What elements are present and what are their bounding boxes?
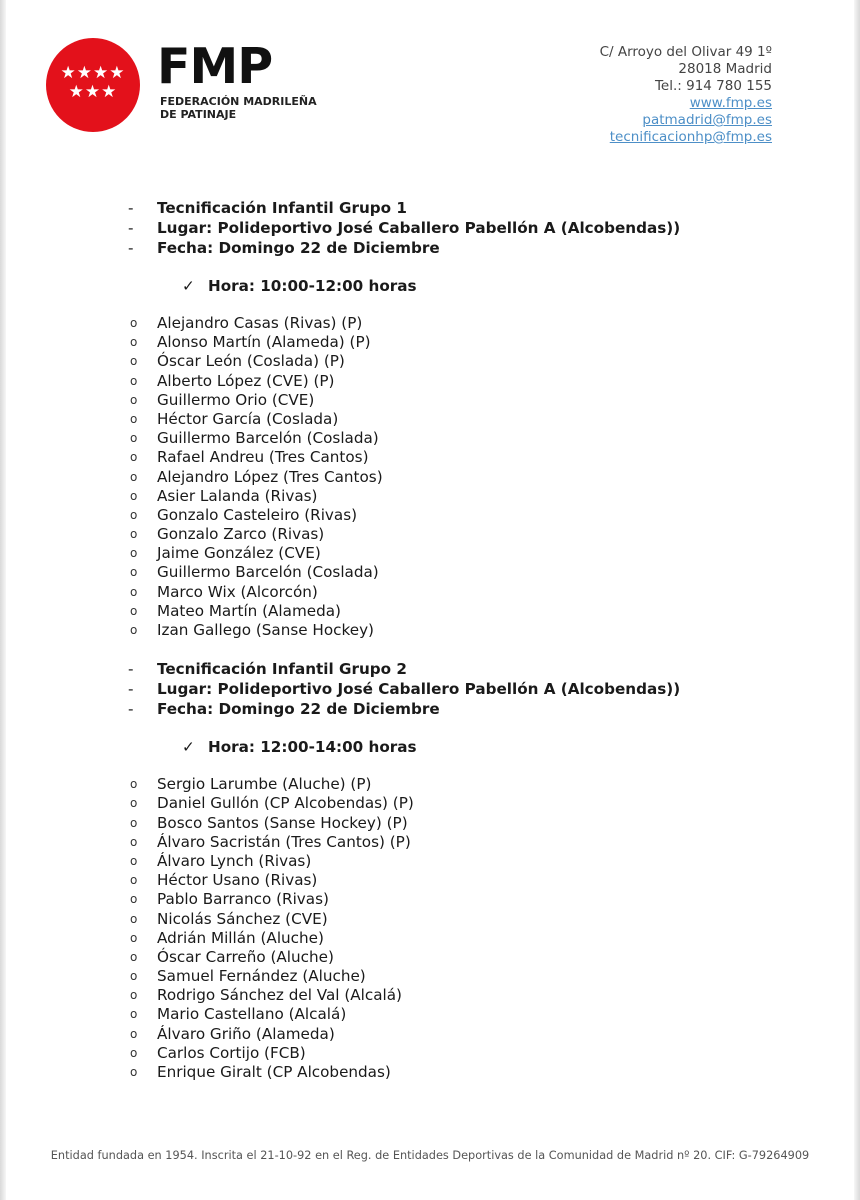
list-item [128,372,808,391]
group-header-text: Tecnificación Infantil Grupo 1 [157,199,407,217]
list-item [128,967,808,986]
circle-bullet-icon: o [130,603,138,618]
group-header-text: Lugar: Polideportivo José Caballero Pabellón A (Alcobendas)) [157,680,681,699]
player-name: Mario Castellano (Alcalá) [157,1005,347,1024]
circle-bullet-icon: o [130,488,138,503]
circle-bullet-icon: o [130,1007,138,1022]
circle-bullet-icon: o [130,431,138,446]
group-header-line [128,679,808,699]
circle-bullet-icon: o [130,777,138,792]
player-name: Álvaro Griño (Alameda) [157,1024,335,1043]
list-item [128,429,808,448]
circle-bullet-icon: o [130,335,138,350]
schedule-time-text: Hora: 12:00-14:00 horas [208,738,417,757]
circle-bullet-icon: o [130,1065,138,1079]
player-name: Rafael Andreu (Tres Cantos) [157,448,369,467]
player-name: Jaime González (CVE) [157,544,321,563]
group-header-text: Lugar: Polideportivo José Caballero Pabellón A (Alcobendas)) [157,219,681,237]
circle-bullet-icon: o [130,834,138,849]
circle-bullet-icon: o [130,815,138,830]
list-item [128,986,808,1005]
group-header-text: Fecha: Domingo 22 de Diciembre [157,700,440,719]
list-item [128,314,808,333]
website-link[interactable]: www.fmp.es [689,95,772,111]
circle-bullet-icon: o [130,565,138,580]
list-item [128,775,808,794]
list-item [128,583,808,602]
player-name: Mateo Martín (Alameda) [157,601,341,620]
list-item [128,1063,808,1082]
document-body [128,198,808,1082]
player-name: Alejandro Casas (Rivas) (P) [157,314,363,332]
player-name: Álvaro Sacristán (Tres Cantos) (P) [157,832,411,851]
dash-bullet: - [128,199,134,217]
circle-bullet-icon: o [130,373,138,388]
circle-bullet-icon: o [130,873,138,888]
list-item [128,544,808,563]
circle-bullet-icon: o [130,450,138,465]
footer-text: Entidad fundada en 1954. Inscrita el 21-10-92 en el Reg. de Entidades Deportivas de la Comunidad de Madrid nº 20. CIF: G-79264909 [50,1149,810,1162]
list-item [128,833,808,852]
list-item [128,890,808,909]
list-item [128,602,808,621]
circle-bullet-icon: o [130,507,138,522]
page-edge-left [0,0,6,1200]
player-name: Samuel Fernández (Aluche) [157,967,366,986]
circle-bullet-icon: o [130,988,138,1003]
list-item [128,391,808,410]
list-item [128,814,808,833]
player-name: Alejandro López (Tres Cantos) [157,467,383,486]
madrid-logo-icon [46,38,140,132]
group-spacer [128,640,808,659]
list-item [128,1005,808,1024]
list-item [128,948,808,967]
group-section-1 [128,198,808,640]
list-item [128,794,808,813]
address-street: C/ Arroyo del Olivar 49 1º [599,44,772,60]
circle-bullet-icon: o [130,796,138,811]
logo-title: FMP [157,38,273,95]
player-name: Marco Wix (Alcorcón) [157,582,318,601]
group-header-line [128,198,808,218]
circle-bullet-icon: o [130,969,138,984]
player-name: Óscar León (Coslada) (P) [157,352,345,371]
schedule-time [128,737,808,757]
list-item [128,525,808,544]
list-item [128,621,808,640]
list-item [128,910,808,929]
circle-bullet-icon: o [130,1026,138,1041]
circle-bullet-icon: o [130,527,138,542]
circle-bullet-icon: o [130,469,138,484]
player-name: Alonso Martín (Alameda) (P) [157,333,371,352]
address-phone: Tel.: 914 780 155 [654,78,772,94]
dash-bullet: - [128,219,134,237]
circle-bullet-icon: o [130,911,138,926]
list-item [128,1025,808,1044]
checkmark-icon: ✓ [182,738,195,757]
address-city: 28018 Madrid [678,61,772,77]
circle-bullet-icon: o [130,853,138,868]
email-link-patmadrid[interactable]: patmadrid@fmp.es [642,112,772,128]
list-item [128,852,808,871]
list-item [128,929,808,948]
player-name: Carlos Cortijo (FCB) [157,1043,306,1062]
player-name: Enrique Giralt (CP Alcobendas) [157,1063,391,1081]
player-name: Gonzalo Zarco (Rivas) [157,525,325,544]
player-name: Óscar Carreño (Aluche) [157,947,334,966]
list-item [128,871,808,890]
player-name: Guillermo Barcelón (Coslada) [157,563,379,582]
page-edge-right [854,0,860,1200]
list-item [128,410,808,429]
player-name: Alberto López (CVE) (P) [157,371,335,390]
dash-bullet: - [128,680,134,699]
dash-bullet: - [128,700,134,719]
logo-subtitle: FEDERACIÓN MADRILEÑA DE PATINAJE [160,95,317,121]
circle-bullet-icon: o [130,584,138,599]
dash-bullet: - [128,239,134,257]
list-item [128,563,808,582]
player-name: Daniel Gullón (CP Alcobendas) (P) [157,794,414,813]
group-header-line [128,218,808,238]
circle-bullet-icon: o [130,546,138,561]
circle-bullet-icon: o [130,411,138,426]
list-item [128,506,808,525]
group-section-2 [128,659,808,1082]
player-name: Guillermo Orio (CVE) [157,390,315,409]
group-header-line [128,238,808,258]
player-name: Guillermo Barcelón (Coslada) [157,429,379,448]
schedule-time-text: Hora: 10:00-12:00 horas [208,277,417,295]
player-name: Bosco Santos (Sanse Hockey) (P) [157,813,408,832]
player-name: Héctor Usano (Rivas) [157,871,318,890]
player-name: Rodrigo Sánchez del Val (Alcalá) [157,986,402,1005]
group-header-line [128,659,808,679]
circle-bullet-icon: o [130,354,138,369]
circle-bullet-icon: o [130,949,138,964]
dash-bullet: - [128,660,134,679]
player-name: Adrián Millán (Aluche) [157,928,324,947]
circle-bullet-icon: o [130,930,138,945]
player-name: Sergio Larumbe (Aluche) (P) [157,775,372,794]
player-name: Asier Lalanda (Rivas) [157,486,318,505]
list-item [128,468,808,487]
circle-bullet-icon: o [130,1045,138,1060]
schedule-time [128,276,808,296]
logo-stars: ★★★★ ★★★ [60,63,126,102]
list-item [128,448,808,467]
circle-bullet-icon: o [130,392,138,407]
circle-bullet-icon: o [130,623,138,637]
player-name: Álvaro Lynch (Rivas) [157,851,312,870]
address-block [600,44,772,146]
player-name: Gonzalo Casteleiro (Rivas) [157,505,358,524]
list-item [128,487,808,506]
player-name: Izan Gallego (Sanse Hockey) [157,621,374,639]
circle-bullet-icon: o [130,892,138,907]
group-header-line [128,699,808,719]
checkmark-icon: ✓ [182,277,195,295]
list-item [128,1044,808,1063]
group-header-text: Tecnificación Infantil Grupo 2 [157,660,407,679]
group-header-text: Fecha: Domingo 22 de Diciembre [157,239,440,257]
email-link-tecnificacion[interactable]: tecnificacionhp@fmp.es [609,129,772,145]
player-name: Pablo Barranco (Rivas) [157,890,329,909]
player-name: Héctor García (Coslada) [157,409,339,428]
list-item [128,352,808,371]
player-name: Nicolás Sánchez (CVE) [157,909,328,928]
list-item [128,333,808,352]
circle-bullet-icon: o [130,316,138,330]
